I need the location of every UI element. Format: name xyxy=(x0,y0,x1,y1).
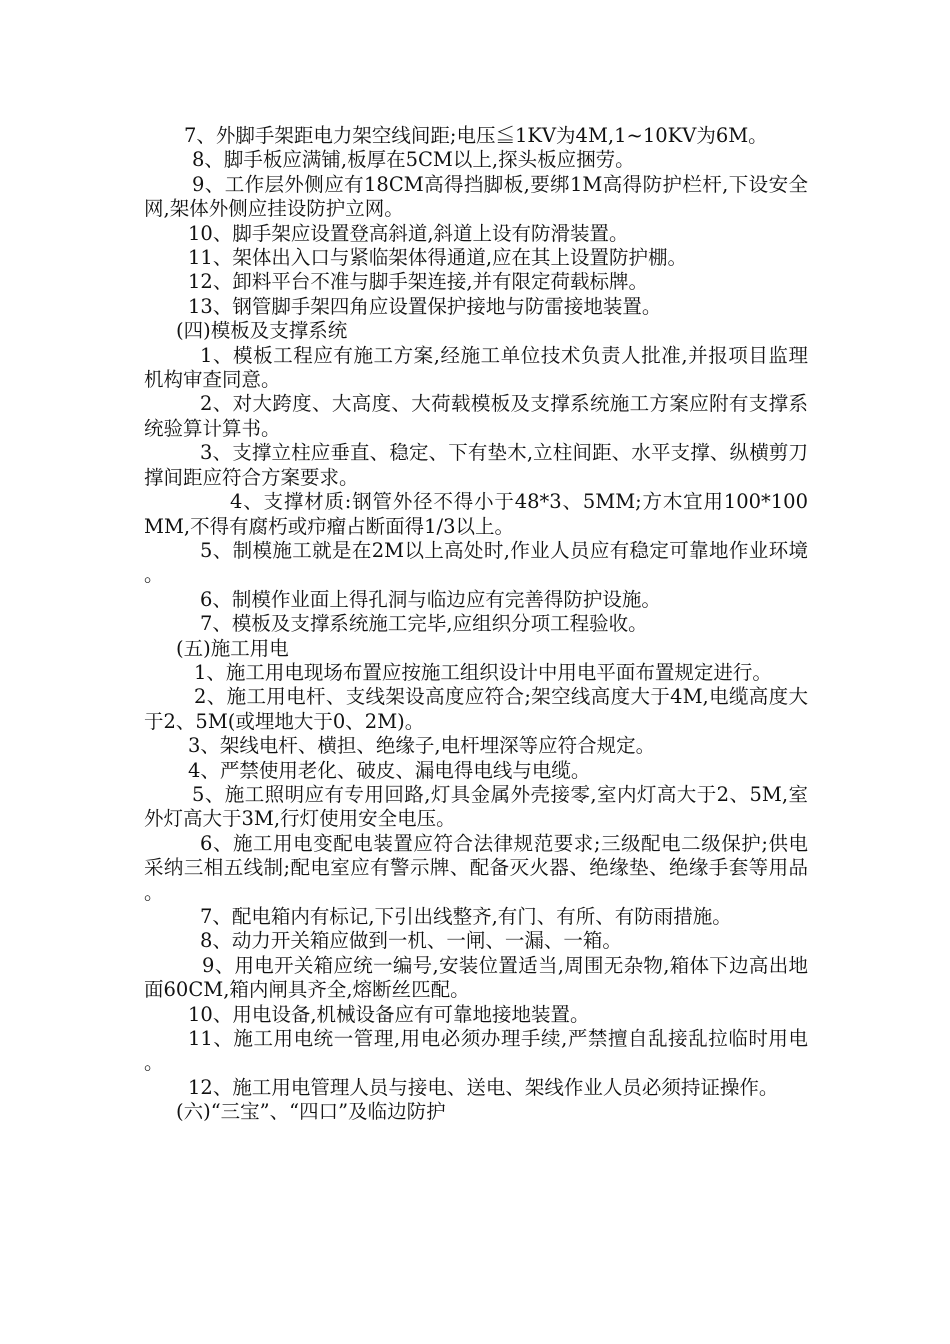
section-heading-electricity: (五)施工用电 xyxy=(176,636,289,660)
paragraph-formwork-3: 3、支撑立柱应垂直、稳定、下有垫木,立柱间距、水平支撑、纵横剪刀撑间距应符合方案要求。 xyxy=(144,441,808,489)
paragraph-scaffold-8: 8、脚手板应满铺,板厚在5CM以上,探头板应捆劳。 xyxy=(192,148,635,172)
paragraph-electricity-10: 10、用电设备,机械设备应有可靠地接地装置。 xyxy=(188,1002,590,1026)
paragraph-electricity-7: 7、配电箱内有标记,下引出线整齐,有门、有所、有防雨措施。 xyxy=(200,905,732,928)
paragraph-electricity-9: 9、用电开关箱应统一编号,安装位置适当,周围无杂物,箱体下边高出地面60CM,箱内闸具齐全,熔断丝匹配。 xyxy=(144,953,808,1002)
paragraph-formwork-1: 1、模板工程应有施工方案,经施工单位技术负责人批准,并报项目监理机构审查同意。 xyxy=(144,343,808,392)
paragraph-scaffold-11: 11、架体出入口与紧临架体得通道,应在其上设置防护棚。 xyxy=(188,246,688,270)
document-page xyxy=(144,124,808,1125)
paragraph-electricity-4: 4、严禁使用老化、破皮、漏电得电线与电缆。 xyxy=(188,758,591,782)
paragraph-electricity-11: 11、施工用电统一管理,用电必须办理手续,严禁擅自乱接乱拉临时用电。 xyxy=(144,1027,808,1075)
paragraph-formwork-6: 6、制模作业面上得孔洞与临边应有完善得防护设施。 xyxy=(200,587,661,611)
section-heading-protection: (六)“三宝”、“四口”及临边防护 xyxy=(176,1100,446,1124)
paragraph-formwork-2: 2、对大跨度、大高度、大荷载模板及支撑系统施工方案应附有支撑系统验算计算书。 xyxy=(144,392,808,440)
paragraph-formwork-5: 5、制模施工就是在2M以上高处时,作业人员应有稳定可靠地作业环境。 xyxy=(144,538,808,587)
paragraph-electricity-6: 6、施工用电变配电装置应符合法律规范要求;三级配电二级保护;供电采纳三相五线制;配电室应有警示牌、配备灭火器、绝缘垫、绝缘手套等用品。 xyxy=(144,831,808,904)
paragraph-electricity-1: 1、施工用电现场布置应按施工组织设计中用电平面布置规定进行。 xyxy=(194,660,772,684)
paragraph-electricity-3: 3、架线电杆、横担、绝缘子,电杆埋深等应符合规定。 xyxy=(188,734,656,758)
paragraph-electricity-5: 5、施工照明应有专用回路,灯具金属外壳接零,室内灯高大于2、5M,室外灯高大于3M,行灯使用安全电压。 xyxy=(144,782,808,831)
paragraph-electricity-12: 12、施工用电管理人员与接电、送电、架线作业人员必须持证操作。 xyxy=(188,1075,779,1099)
paragraph-scaffold-10: 10、脚手架应设置登高斜道,斜道上设有防滑装置。 xyxy=(188,221,629,245)
paragraph-scaffold-12: 12、卸料平台不准与脚手架连接,并有限定荷载标牌。 xyxy=(188,270,649,294)
paragraph-scaffold-7: 7、外脚手架距电力架空线间距;电压≦1KV为4M,1~10KV为6M。 xyxy=(184,124,768,147)
paragraph-scaffold-13: 13、钢管脚手架四角应设置保护接地与防雷接地装置。 xyxy=(188,294,662,318)
paragraph-formwork-4: 4、支撑材质:钢管外径不得小于48*3、5MM;方木宜用100*100MM,不得有腐朽或疖瘤占断面得1/3以上。 xyxy=(144,490,808,538)
paragraph-electricity-8: 8、动力开关箱应做到一机、一闸、一漏、一箱。 xyxy=(200,929,622,953)
section-heading-formwork: (四)模板及支撑系统 xyxy=(176,319,348,343)
paragraph-scaffold-9: 9、工作层外侧应有18CM高得挡脚板,要绑1M高得防护栏杆,下设安全网,架体外侧应挂设防护立网。 xyxy=(144,172,808,221)
paragraph-electricity-2: 2、施工用电杆、支线架设高度应符合;架空线高度大于4M,电缆高度大于2、5M(或埋地大于0、2M)。 xyxy=(144,685,808,733)
paragraph-formwork-7: 7、模板及支撑系统施工完毕,应组织分项工程验收。 xyxy=(200,612,648,636)
